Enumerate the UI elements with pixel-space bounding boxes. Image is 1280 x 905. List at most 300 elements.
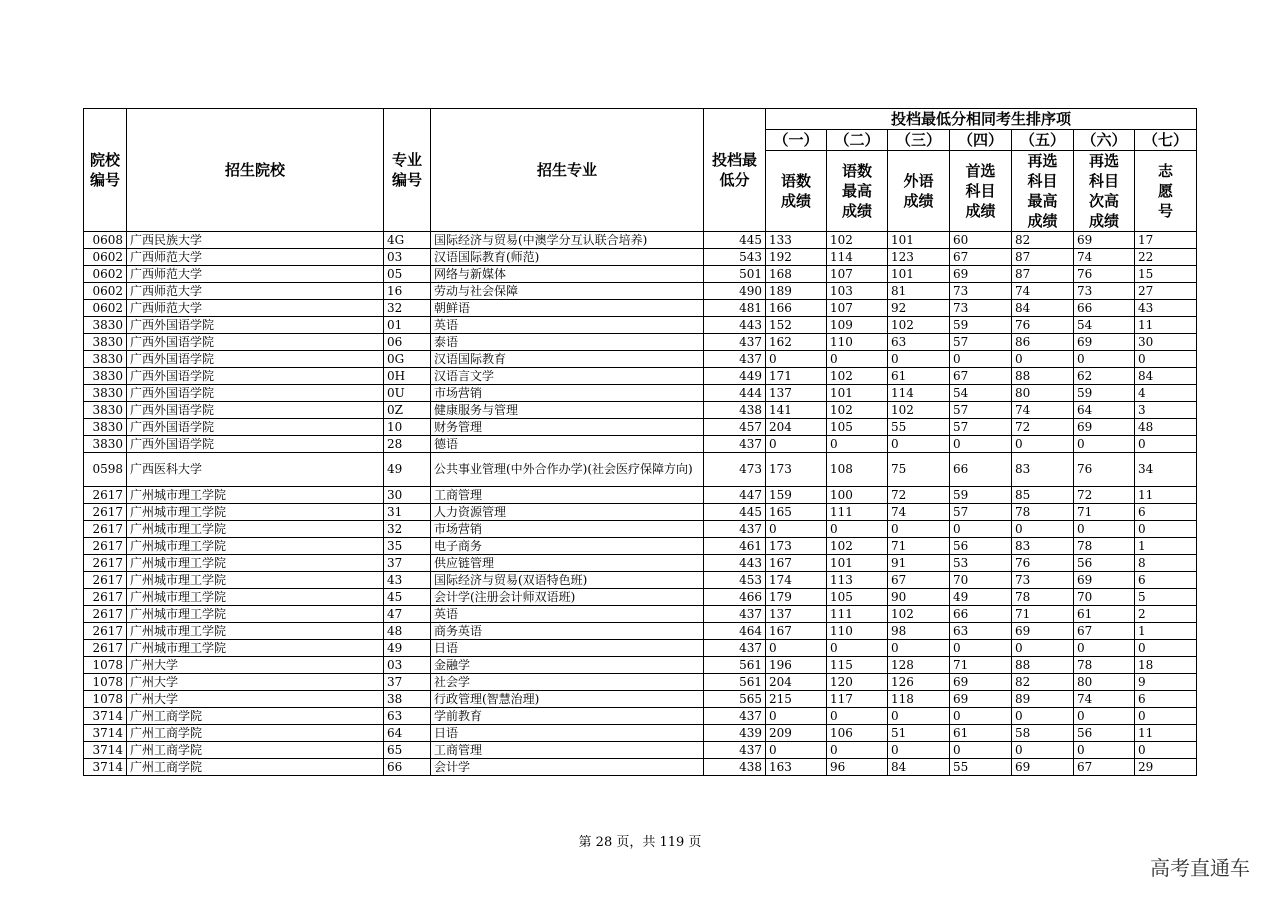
table-row	[84, 640, 1197, 657]
cell-school-name: 广州城市理工学院	[127, 555, 384, 572]
cell-score-4: 69	[950, 674, 1012, 691]
table-row	[84, 266, 1197, 283]
cell-score-7: 4	[1135, 385, 1197, 402]
cell-score-2: 102	[827, 402, 888, 419]
cell-score-4: 66	[950, 606, 1012, 623]
cell-major-name: 供应链管理	[431, 555, 704, 572]
table-row	[84, 589, 1197, 606]
cell-school-code: 1078	[84, 674, 127, 691]
cell-score-1: 209	[766, 725, 827, 742]
cell-score-5: 69	[1012, 759, 1074, 776]
cell-min-score: 466	[704, 589, 766, 606]
cell-score-5: 0	[1012, 742, 1074, 759]
table-row	[84, 487, 1197, 504]
cell-score-2: 96	[827, 759, 888, 776]
cell-school-code: 2617	[84, 606, 127, 623]
header-major-name: 招生专业	[431, 109, 704, 232]
cell-min-score: 439	[704, 725, 766, 742]
cell-score-7: 6	[1135, 691, 1197, 708]
cell-score-4: 0	[950, 436, 1012, 453]
cell-major-code: 06	[384, 334, 431, 351]
cell-score-3: 74	[888, 504, 950, 521]
cell-score-4: 63	[950, 623, 1012, 640]
cell-min-score: 438	[704, 759, 766, 776]
cell-score-4: 0	[950, 521, 1012, 538]
cell-score-5: 83	[1012, 538, 1074, 555]
cell-score-7: 8	[1135, 555, 1197, 572]
cell-min-score: 437	[704, 436, 766, 453]
cell-major-code: 0G	[384, 351, 431, 368]
cell-score-5: 87	[1012, 266, 1074, 283]
cell-score-2: 0	[827, 742, 888, 759]
cell-major-code: 65	[384, 742, 431, 759]
cell-min-score: 461	[704, 538, 766, 555]
cell-score-3: 0	[888, 640, 950, 657]
cell-score-6: 70	[1074, 589, 1135, 606]
cell-min-score: 437	[704, 351, 766, 368]
cell-min-score: 481	[704, 300, 766, 317]
table-row	[84, 419, 1197, 436]
cell-score-2: 115	[827, 657, 888, 674]
cell-min-score: 437	[704, 640, 766, 657]
cell-major-code: 01	[384, 317, 431, 334]
cell-school-code: 2617	[84, 640, 127, 657]
cell-score-5: 86	[1012, 334, 1074, 351]
cell-score-6: 73	[1074, 283, 1135, 300]
cell-school-name: 广州城市理工学院	[127, 521, 384, 538]
cell-score-6: 69	[1074, 334, 1135, 351]
cell-score-1: 159	[766, 487, 827, 504]
cell-score-3: 0	[888, 521, 950, 538]
cell-major-code: 03	[384, 657, 431, 674]
cell-score-6: 74	[1074, 691, 1135, 708]
cell-score-6: 59	[1074, 385, 1135, 402]
cell-school-name: 广西外国语学院	[127, 402, 384, 419]
cell-score-5: 89	[1012, 691, 1074, 708]
cell-major-name: 电子商务	[431, 538, 704, 555]
cell-score-3: 98	[888, 623, 950, 640]
cell-school-name: 广州城市理工学院	[127, 504, 384, 521]
cell-major-name: 学前教育	[431, 708, 704, 725]
cell-score-5: 85	[1012, 487, 1074, 504]
cell-score-5: 74	[1012, 402, 1074, 419]
tie-group-label: 再选科目最高成绩	[1012, 151, 1074, 232]
cell-school-code: 3714	[84, 742, 127, 759]
cell-school-name: 广州工商学院	[127, 725, 384, 742]
cell-score-1: 174	[766, 572, 827, 589]
cell-score-4: 67	[950, 249, 1012, 266]
cell-school-name: 广州大学	[127, 691, 384, 708]
cell-score-5: 76	[1012, 317, 1074, 334]
cell-score-3: 81	[888, 283, 950, 300]
cell-score-4: 55	[950, 759, 1012, 776]
cell-score-7: 5	[1135, 589, 1197, 606]
cell-score-3: 126	[888, 674, 950, 691]
table-row	[84, 725, 1197, 742]
cell-score-2: 110	[827, 623, 888, 640]
cell-school-code: 3830	[84, 402, 127, 419]
cell-school-code: 2617	[84, 555, 127, 572]
cell-score-1: 0	[766, 521, 827, 538]
cell-score-4: 56	[950, 538, 1012, 555]
cell-school-code: 2617	[84, 504, 127, 521]
cell-score-2: 0	[827, 521, 888, 538]
cell-score-1: 133	[766, 232, 827, 249]
cell-score-1: 173	[766, 538, 827, 555]
cell-min-score: 561	[704, 657, 766, 674]
cell-score-1: 137	[766, 385, 827, 402]
cell-major-name: 健康服务与管理	[431, 402, 704, 419]
cell-score-6: 67	[1074, 759, 1135, 776]
table-row	[84, 300, 1197, 317]
cell-min-score: 445	[704, 504, 766, 521]
cell-score-2: 102	[827, 538, 888, 555]
table-row	[84, 504, 1197, 521]
cell-score-3: 92	[888, 300, 950, 317]
cell-score-3: 90	[888, 589, 950, 606]
cell-score-2: 0	[827, 708, 888, 725]
cell-school-code: 2617	[84, 623, 127, 640]
cell-score-2: 109	[827, 317, 888, 334]
table-row	[84, 334, 1197, 351]
cell-score-6: 0	[1074, 351, 1135, 368]
header-tie-break-title: 投档最低分相同考生排序项	[766, 109, 1197, 130]
cell-score-6: 0	[1074, 742, 1135, 759]
cell-score-7: 34	[1135, 453, 1197, 487]
cell-score-5: 72	[1012, 419, 1074, 436]
cell-min-score: 437	[704, 742, 766, 759]
cell-min-score: 453	[704, 572, 766, 589]
cell-score-3: 0	[888, 708, 950, 725]
cell-min-score: 437	[704, 708, 766, 725]
cell-score-6: 54	[1074, 317, 1135, 334]
cell-score-5: 78	[1012, 589, 1074, 606]
tie-group-no: （四）	[950, 130, 1012, 151]
cell-school-name: 广州城市理工学院	[127, 487, 384, 504]
cell-score-5: 71	[1012, 606, 1074, 623]
cell-score-6: 67	[1074, 623, 1135, 640]
cell-major-name: 工商管理	[431, 487, 704, 504]
cell-min-score: 447	[704, 487, 766, 504]
cell-score-2: 105	[827, 589, 888, 606]
cell-score-5: 88	[1012, 368, 1074, 385]
cell-score-5: 76	[1012, 555, 1074, 572]
cell-school-code: 3830	[84, 334, 127, 351]
cell-score-7: 0	[1135, 436, 1197, 453]
cell-score-1: 166	[766, 300, 827, 317]
tie-group-no: （五）	[1012, 130, 1074, 151]
cell-school-code: 3830	[84, 385, 127, 402]
cell-major-code: 49	[384, 640, 431, 657]
cell-score-4: 59	[950, 487, 1012, 504]
table-row	[84, 521, 1197, 538]
cell-min-score: 565	[704, 691, 766, 708]
cell-school-name: 广西外国语学院	[127, 368, 384, 385]
cell-min-score: 457	[704, 419, 766, 436]
cell-score-1: 167	[766, 623, 827, 640]
cell-score-3: 84	[888, 759, 950, 776]
cell-score-6: 61	[1074, 606, 1135, 623]
cell-score-6: 56	[1074, 555, 1135, 572]
table-row	[84, 436, 1197, 453]
table-row	[84, 691, 1197, 708]
cell-score-3: 128	[888, 657, 950, 674]
cell-score-2: 0	[827, 351, 888, 368]
cell-min-score: 543	[704, 249, 766, 266]
cell-score-7: 48	[1135, 419, 1197, 436]
cell-major-code: 30	[384, 487, 431, 504]
cell-school-code: 2617	[84, 538, 127, 555]
cell-major-code: 4G	[384, 232, 431, 249]
cell-min-score: 561	[704, 674, 766, 691]
table-row	[84, 606, 1197, 623]
header-school-code: 院校编号	[84, 109, 127, 232]
cell-score-2: 107	[827, 300, 888, 317]
cell-score-3: 72	[888, 487, 950, 504]
cell-score-4: 70	[950, 572, 1012, 589]
table-row	[84, 657, 1197, 674]
cell-school-name: 广西外国语学院	[127, 419, 384, 436]
cell-min-score: 443	[704, 555, 766, 572]
cell-major-name: 朝鲜语	[431, 300, 704, 317]
cell-major-code: 05	[384, 266, 431, 283]
cell-school-name: 广西外国语学院	[127, 385, 384, 402]
table-row	[84, 351, 1197, 368]
cell-min-score: 490	[704, 283, 766, 300]
table-row	[84, 759, 1197, 776]
cell-score-5: 69	[1012, 623, 1074, 640]
page-footer: 第 28 页，共 119 页	[578, 835, 702, 850]
cell-score-1: 0	[766, 436, 827, 453]
cell-major-name: 日语	[431, 725, 704, 742]
cell-school-code: 3830	[84, 436, 127, 453]
table-row	[84, 283, 1197, 300]
cell-score-4: 53	[950, 555, 1012, 572]
cell-major-code: 47	[384, 606, 431, 623]
cell-score-3: 118	[888, 691, 950, 708]
cell-score-4: 57	[950, 334, 1012, 351]
cell-school-code: 3830	[84, 351, 127, 368]
cell-score-2: 120	[827, 674, 888, 691]
cell-score-7: 18	[1135, 657, 1197, 674]
cell-score-2: 111	[827, 606, 888, 623]
cell-school-code: 3830	[84, 419, 127, 436]
cell-score-2: 105	[827, 419, 888, 436]
cell-score-4: 69	[950, 691, 1012, 708]
cell-score-6: 62	[1074, 368, 1135, 385]
cell-school-name: 广州工商学院	[127, 759, 384, 776]
cell-school-name: 广西外国语学院	[127, 317, 384, 334]
cell-score-7: 30	[1135, 334, 1197, 351]
cell-score-7: 43	[1135, 300, 1197, 317]
cell-score-7: 1	[1135, 538, 1197, 555]
cell-score-2: 0	[827, 640, 888, 657]
cell-score-2: 107	[827, 266, 888, 283]
cell-score-4: 49	[950, 589, 1012, 606]
cell-score-7: 0	[1135, 708, 1197, 725]
cell-score-4: 69	[950, 266, 1012, 283]
cell-school-name: 广州工商学院	[127, 708, 384, 725]
cell-major-code: 37	[384, 674, 431, 691]
cell-score-1: 173	[766, 453, 827, 487]
table-row	[84, 368, 1197, 385]
cell-score-2: 103	[827, 283, 888, 300]
cell-score-2: 0	[827, 436, 888, 453]
cell-score-4: 66	[950, 453, 1012, 487]
cell-major-name: 网络与新媒体	[431, 266, 704, 283]
cell-score-4: 73	[950, 300, 1012, 317]
cell-score-2: 113	[827, 572, 888, 589]
cell-score-7: 0	[1135, 742, 1197, 759]
cell-school-code: 2617	[84, 521, 127, 538]
cell-school-name: 广西师范大学	[127, 283, 384, 300]
cell-major-name: 国际经济与贸易(双语特色班)	[431, 572, 704, 589]
cell-score-1: 167	[766, 555, 827, 572]
tie-group-label: 语数最高成绩	[827, 151, 888, 232]
cell-score-4: 71	[950, 657, 1012, 674]
cell-score-3: 114	[888, 385, 950, 402]
cell-score-5: 0	[1012, 708, 1074, 725]
cell-major-name: 英语	[431, 606, 704, 623]
cell-score-4: 54	[950, 385, 1012, 402]
cell-major-name: 汉语国际教育(师范)	[431, 249, 704, 266]
cell-school-code: 0602	[84, 249, 127, 266]
cell-score-6: 80	[1074, 674, 1135, 691]
cell-score-4: 57	[950, 419, 1012, 436]
cell-score-5: 73	[1012, 572, 1074, 589]
cell-major-code: 64	[384, 725, 431, 742]
cell-min-score: 443	[704, 317, 766, 334]
cell-score-1: 0	[766, 742, 827, 759]
table-row	[84, 402, 1197, 419]
cell-score-2: 106	[827, 725, 888, 742]
cell-score-2: 102	[827, 368, 888, 385]
cell-score-5: 0	[1012, 436, 1074, 453]
tie-group-no: （七）	[1135, 130, 1197, 151]
cell-score-7: 6	[1135, 572, 1197, 589]
cell-score-6: 64	[1074, 402, 1135, 419]
cell-score-2: 110	[827, 334, 888, 351]
tie-group-label: 再选科目次高成绩	[1074, 151, 1135, 232]
cell-score-1: 152	[766, 317, 827, 334]
cell-score-3: 91	[888, 555, 950, 572]
cell-score-6: 76	[1074, 266, 1135, 283]
cell-school-code: 2617	[84, 589, 127, 606]
cell-major-code: 31	[384, 504, 431, 521]
cell-school-name: 广州城市理工学院	[127, 538, 384, 555]
cell-major-name: 市场营销	[431, 385, 704, 402]
cell-min-score: 438	[704, 402, 766, 419]
table-row	[84, 623, 1197, 640]
cell-school-name: 广州城市理工学院	[127, 640, 384, 657]
cell-min-score: 445	[704, 232, 766, 249]
cell-school-code: 1078	[84, 657, 127, 674]
cell-score-3: 61	[888, 368, 950, 385]
cell-major-name: 泰语	[431, 334, 704, 351]
cell-score-3: 101	[888, 266, 950, 283]
cell-major-code: 43	[384, 572, 431, 589]
cell-school-name: 广西民族大学	[127, 232, 384, 249]
cell-school-name: 广西师范大学	[127, 249, 384, 266]
cell-school-name: 广州大学	[127, 657, 384, 674]
cell-min-score: 464	[704, 623, 766, 640]
cell-school-name: 广西外国语学院	[127, 334, 384, 351]
cell-score-7: 9	[1135, 674, 1197, 691]
cell-score-6: 72	[1074, 487, 1135, 504]
table-row	[84, 572, 1197, 589]
cell-major-name: 汉语国际教育	[431, 351, 704, 368]
cell-major-name: 工商管理	[431, 742, 704, 759]
cell-score-6: 0	[1074, 436, 1135, 453]
cell-score-5: 0	[1012, 640, 1074, 657]
cell-school-name: 广西外国语学院	[127, 351, 384, 368]
cell-score-6: 56	[1074, 725, 1135, 742]
cell-score-1: 171	[766, 368, 827, 385]
cell-score-4: 0	[950, 640, 1012, 657]
cell-score-7: 84	[1135, 368, 1197, 385]
cell-score-4: 73	[950, 283, 1012, 300]
cell-major-code: 32	[384, 300, 431, 317]
cell-major-name: 人力资源管理	[431, 504, 704, 521]
cell-score-1: 168	[766, 266, 827, 283]
cell-score-7: 1	[1135, 623, 1197, 640]
cell-score-3: 63	[888, 334, 950, 351]
cell-score-4: 60	[950, 232, 1012, 249]
cell-school-code: 3714	[84, 725, 127, 742]
cell-school-name: 广州城市理工学院	[127, 572, 384, 589]
cell-school-name: 广州城市理工学院	[127, 589, 384, 606]
cell-score-5: 84	[1012, 300, 1074, 317]
cell-score-1: 189	[766, 283, 827, 300]
cell-score-4: 61	[950, 725, 1012, 742]
cell-min-score: 501	[704, 266, 766, 283]
cell-score-6: 0	[1074, 521, 1135, 538]
cell-major-name: 德语	[431, 436, 704, 453]
cell-school-name: 广州城市理工学院	[127, 623, 384, 640]
tie-group-no: （六）	[1074, 130, 1135, 151]
cell-school-code: 3714	[84, 708, 127, 725]
cell-score-7: 6	[1135, 504, 1197, 521]
cell-score-1: 215	[766, 691, 827, 708]
cell-score-3: 102	[888, 606, 950, 623]
tie-group-label: 外语成绩	[888, 151, 950, 232]
table-row	[84, 674, 1197, 691]
cell-school-name: 广西师范大学	[127, 266, 384, 283]
cell-score-5: 74	[1012, 283, 1074, 300]
cell-score-6: 74	[1074, 249, 1135, 266]
cell-score-6: 78	[1074, 657, 1135, 674]
cell-score-3: 75	[888, 453, 950, 487]
tie-group-label: 志愿号	[1135, 151, 1197, 232]
cell-school-name: 广西外国语学院	[127, 436, 384, 453]
cell-major-name: 会计学	[431, 759, 704, 776]
cell-major-code: 0H	[384, 368, 431, 385]
cell-score-4: 67	[950, 368, 1012, 385]
cell-score-4: 57	[950, 504, 1012, 521]
cell-score-7: 11	[1135, 487, 1197, 504]
table-row	[84, 453, 1197, 487]
cell-score-6: 78	[1074, 538, 1135, 555]
cell-score-1: 179	[766, 589, 827, 606]
cell-major-name: 国际经济与贸易(中澳学分互认联合培养)	[431, 232, 704, 249]
cell-major-code: 63	[384, 708, 431, 725]
cell-school-code: 2617	[84, 487, 127, 504]
cell-major-name: 市场营销	[431, 521, 704, 538]
cell-score-2: 117	[827, 691, 888, 708]
cell-score-1: 137	[766, 606, 827, 623]
cell-score-1: 165	[766, 504, 827, 521]
cell-score-2: 111	[827, 504, 888, 521]
